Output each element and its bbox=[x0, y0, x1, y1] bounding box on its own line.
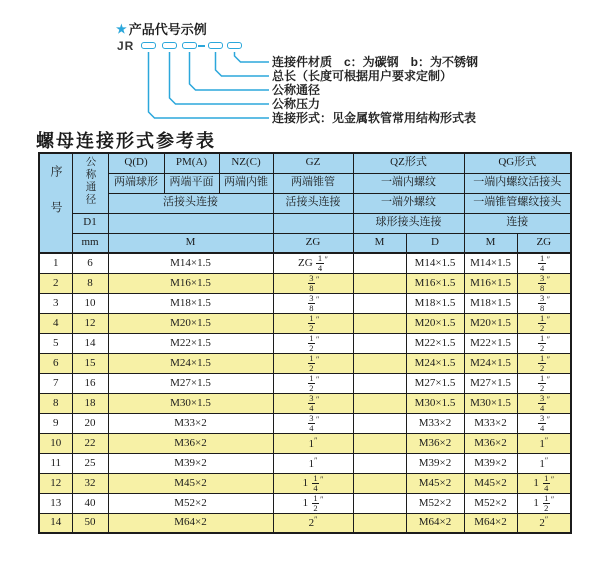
cell-qz-d: M18×1.5 bbox=[406, 293, 464, 313]
header-col-pm: PM(A) bbox=[164, 153, 219, 173]
cell-qz-d: M22×1.5 bbox=[406, 333, 464, 353]
cell-qz-d: M27×1.5 bbox=[406, 373, 464, 393]
cell-m: M52×2 bbox=[108, 493, 273, 513]
cell-seq: 7 bbox=[39, 373, 72, 393]
cell-dn: 6 bbox=[72, 253, 108, 273]
cell-qg-zg: $\frac{3}{8}$ ″ bbox=[517, 293, 571, 313]
code-box-2 bbox=[162, 42, 177, 49]
table-row bbox=[39, 373, 571, 393]
cell-qz-m bbox=[353, 313, 406, 333]
header-qg-desc2: 一端锥管螺纹接头 bbox=[464, 193, 571, 213]
cell-m: M24×1.5 bbox=[108, 353, 273, 373]
cell-qg-m: M14×1.5 bbox=[464, 253, 517, 273]
header-qz-desc2: 一端外螺纹 bbox=[353, 193, 464, 213]
cell-qg-m: M45×2 bbox=[464, 473, 517, 493]
table-row bbox=[39, 413, 571, 433]
cell-m: M45×2 bbox=[108, 473, 273, 493]
cell-gz: ZG $\frac{1}{4}$ ″ bbox=[273, 253, 353, 273]
cell-qg-m: M18×1.5 bbox=[464, 293, 517, 313]
cell-dn: 10 bbox=[72, 293, 108, 313]
label-connection-form: 连接形式：见金属软管常用结构形式表 bbox=[272, 111, 477, 125]
header-qg-desc1: 一端内螺纹活接头 bbox=[464, 173, 571, 193]
cell-gz: $\frac{3}{8}$ ″ bbox=[273, 293, 353, 313]
cell-seq: 9 bbox=[39, 413, 72, 433]
table-row bbox=[39, 493, 571, 513]
cell-m: M30×1.5 bbox=[108, 393, 273, 413]
cell-qz-d: M45×2 bbox=[406, 473, 464, 493]
header-col-nz: NZ(C) bbox=[219, 153, 273, 173]
header-col-gz: GZ bbox=[273, 153, 353, 173]
cell-qz-m bbox=[353, 413, 406, 433]
code-box-5 bbox=[227, 42, 242, 49]
cell-gz: $\frac{1}{2}$ ″ bbox=[273, 313, 353, 333]
cell-m: M27×1.5 bbox=[108, 373, 273, 393]
table-row bbox=[39, 313, 571, 333]
cell-m: M14×1.5 bbox=[108, 253, 273, 273]
cell-m: M36×2 bbox=[108, 433, 273, 453]
cell-qz-d: M64×2 bbox=[406, 513, 464, 533]
cell-qg-m: M24×1.5 bbox=[464, 353, 517, 373]
header-seq: 序号 bbox=[39, 153, 72, 253]
cell-dn: 20 bbox=[72, 413, 108, 433]
cell-qg-zg: $\frac{1}{2}$ ″ bbox=[517, 373, 571, 393]
cell-qz-d: M52×2 bbox=[406, 493, 464, 513]
cell-qg-m: M30×1.5 bbox=[464, 393, 517, 413]
cell-qg-zg: $\frac{1}{2}$ ″ bbox=[517, 353, 571, 373]
label-total-length: 总长（长度可根据用户要求定制） bbox=[272, 69, 453, 83]
header-qz-connection: 球形接头连接 bbox=[353, 213, 464, 233]
cell-gz: 1 $\frac{1}{2}$ ″ bbox=[273, 493, 353, 513]
product-code-diagram bbox=[0, 0, 600, 140]
cell-gz: $\frac{1}{2}$ ″ bbox=[273, 333, 353, 353]
cell-qg-zg: $\frac{1}{2}$ ″ bbox=[517, 333, 571, 353]
label-nominal-diameter: 公称通径 bbox=[272, 83, 321, 97]
cell-qz-m bbox=[353, 273, 406, 293]
cell-qz-m bbox=[353, 433, 406, 453]
cell-gz: $\frac{1}{2}$ ″ bbox=[273, 373, 353, 393]
cell-m: M16×1.5 bbox=[108, 273, 273, 293]
header-qg-m: M bbox=[464, 233, 517, 253]
cell-qg-m: M16×1.5 bbox=[464, 273, 517, 293]
cell-qg-zg: $\frac{3}{8}$ ″ bbox=[517, 273, 571, 293]
star-icon: ★ bbox=[116, 21, 127, 36]
label-material: 连接件材质 c：为碳钢 b：为不锈钢 bbox=[272, 55, 479, 69]
cell-dn: 25 bbox=[72, 453, 108, 473]
cell-qz-m bbox=[353, 473, 406, 493]
cell-dn: 16 bbox=[72, 373, 108, 393]
table-title: 螺母连接形式参考表 bbox=[36, 131, 216, 151]
cell-seq: 2 bbox=[39, 273, 72, 293]
table-header bbox=[39, 153, 571, 253]
cell-seq: 1 bbox=[39, 253, 72, 273]
table-body bbox=[39, 253, 571, 533]
cell-qg-m: M36×2 bbox=[464, 433, 517, 453]
code-box-3 bbox=[182, 42, 197, 49]
cell-qz-m bbox=[353, 253, 406, 273]
cell-gz: 1 $\frac{1}{4}$ ″ bbox=[273, 473, 353, 493]
header-col-qz: QZ形式 bbox=[353, 153, 464, 173]
header-qz-m: M bbox=[353, 233, 406, 253]
cell-dn: 22 bbox=[72, 433, 108, 453]
cell-qz-m bbox=[353, 293, 406, 313]
cell-qg-m: M64×2 bbox=[464, 513, 517, 533]
cell-qz-m bbox=[353, 513, 406, 533]
table-row bbox=[39, 473, 571, 493]
header-col-qg: QG形式 bbox=[464, 153, 571, 173]
header-nz-desc: 两端内锥 bbox=[219, 173, 273, 193]
cell-gz: $\frac{3}{8}$ ″ bbox=[273, 273, 353, 293]
table-row bbox=[39, 293, 571, 313]
cell-dn: 50 bbox=[72, 513, 108, 533]
cell-seq: 10 bbox=[39, 433, 72, 453]
cell-qg-m: M52×2 bbox=[464, 493, 517, 513]
header-gz-connection: 活接头连接 bbox=[273, 193, 353, 213]
cell-qz-d: M20×1.5 bbox=[406, 313, 464, 333]
cell-qg-m: M22×1.5 bbox=[464, 333, 517, 353]
cell-dn: 15 bbox=[72, 353, 108, 373]
cell-seq: 4 bbox=[39, 313, 72, 333]
header-nominal-diameter: 公称通径 bbox=[72, 153, 108, 213]
cell-seq: 6 bbox=[39, 353, 72, 373]
header-empty-qpmnz bbox=[108, 213, 273, 233]
table-row bbox=[39, 353, 571, 373]
cell-gz: $\frac{3}{4}$ ″ bbox=[273, 413, 353, 433]
cell-gz: $\frac{3}{4}$ ″ bbox=[273, 393, 353, 413]
cell-qg-m: M20×1.5 bbox=[464, 313, 517, 333]
cell-gz: 1″ bbox=[273, 453, 353, 473]
header-q-desc: 两端球形 bbox=[108, 173, 164, 193]
cell-seq: 5 bbox=[39, 333, 72, 353]
header-zg: ZG bbox=[273, 233, 353, 253]
label-nominal-pressure: 公称压力 bbox=[272, 97, 321, 111]
cell-qz-m bbox=[353, 393, 406, 413]
header-d1: D1 bbox=[72, 213, 108, 233]
header-qz-d: D bbox=[406, 233, 464, 253]
cell-m: M64×2 bbox=[108, 513, 273, 533]
cell-qz-d: M14×1.5 bbox=[406, 253, 464, 273]
cell-seq: 3 bbox=[39, 293, 72, 313]
header-col-q: Q(D) bbox=[108, 153, 164, 173]
cell-qg-zg: $\frac{1}{4}$ ″ bbox=[517, 253, 571, 273]
cell-qz-d: M16×1.5 bbox=[406, 273, 464, 293]
cell-qg-zg: 1″ bbox=[517, 433, 571, 453]
cell-m: M20×1.5 bbox=[108, 313, 273, 333]
header-pm-desc: 两端平面 bbox=[164, 173, 219, 193]
cell-dn: 18 bbox=[72, 393, 108, 413]
cell-qg-zg: 1 $\frac{1}{2}$ ″ bbox=[517, 493, 571, 513]
header-gz-desc: 两端锥管 bbox=[273, 173, 353, 193]
header-union-connection: 活接头连接 bbox=[108, 193, 273, 213]
code-prefix: JR bbox=[117, 39, 135, 53]
cell-qz-m bbox=[353, 333, 406, 353]
cell-qg-m: M33×2 bbox=[464, 413, 517, 433]
cell-seq: 8 bbox=[39, 393, 72, 413]
cell-qz-d: M33×2 bbox=[406, 413, 464, 433]
cell-qg-zg: $\frac{3}{4}$ ″ bbox=[517, 393, 571, 413]
diagram-heading bbox=[116, 19, 207, 38]
code-box-4 bbox=[208, 42, 223, 49]
cell-qg-zg: 1 $\frac{1}{4}$ ″ bbox=[517, 473, 571, 493]
cell-qz-m bbox=[353, 493, 406, 513]
cell-seq: 13 bbox=[39, 493, 72, 513]
cell-qz-d: M36×2 bbox=[406, 433, 464, 453]
header-empty-gz bbox=[273, 213, 353, 233]
cell-qg-m: M27×1.5 bbox=[464, 373, 517, 393]
cell-qz-m bbox=[353, 353, 406, 373]
header-qg-connection: 连接 bbox=[464, 213, 571, 233]
table-row bbox=[39, 253, 571, 273]
cell-dn: 8 bbox=[72, 273, 108, 293]
table-row bbox=[39, 433, 571, 453]
nut-connection-reference-table bbox=[38, 152, 572, 534]
cell-qg-zg: 1″ bbox=[517, 453, 571, 473]
header-qz-desc1: 一端内螺纹 bbox=[353, 173, 464, 193]
cell-m: M33×2 bbox=[108, 413, 273, 433]
table-row bbox=[39, 513, 571, 533]
diagram-heading-text: 产品代号示例 bbox=[128, 22, 207, 37]
cell-seq: 12 bbox=[39, 473, 72, 493]
header-unit-mm: mm bbox=[72, 233, 108, 253]
cell-dn: 14 bbox=[72, 333, 108, 353]
cell-m: M22×1.5 bbox=[108, 333, 273, 353]
code-dash bbox=[198, 45, 205, 47]
cell-dn: 40 bbox=[72, 493, 108, 513]
cell-qz-d: M39×2 bbox=[406, 453, 464, 473]
cell-qz-d: M30×1.5 bbox=[406, 393, 464, 413]
table-row bbox=[39, 273, 571, 293]
table-row bbox=[39, 453, 571, 473]
cell-qg-zg: $\frac{1}{2}$ ″ bbox=[517, 313, 571, 333]
table-row bbox=[39, 393, 571, 413]
cell-gz: 1″ bbox=[273, 433, 353, 453]
cell-m: M18×1.5 bbox=[108, 293, 273, 313]
cell-dn: 32 bbox=[72, 473, 108, 493]
cell-gz: 2″ bbox=[273, 513, 353, 533]
code-box-1 bbox=[141, 42, 156, 49]
cell-qg-zg: 2″ bbox=[517, 513, 571, 533]
cell-seq: 14 bbox=[39, 513, 72, 533]
table-row bbox=[39, 333, 571, 353]
cell-qz-m bbox=[353, 373, 406, 393]
cell-dn: 12 bbox=[72, 313, 108, 333]
cell-gz: $\frac{1}{2}$ ″ bbox=[273, 353, 353, 373]
cell-qz-d: M24×1.5 bbox=[406, 353, 464, 373]
header-m: M bbox=[108, 233, 273, 253]
header-qg-zg: ZG bbox=[517, 233, 571, 253]
cell-qg-zg: $\frac{3}{4}$ ″ bbox=[517, 413, 571, 433]
cell-qz-m bbox=[353, 453, 406, 473]
cell-m: M39×2 bbox=[108, 453, 273, 473]
cell-seq: 11 bbox=[39, 453, 72, 473]
cell-qg-m: M39×2 bbox=[464, 453, 517, 473]
